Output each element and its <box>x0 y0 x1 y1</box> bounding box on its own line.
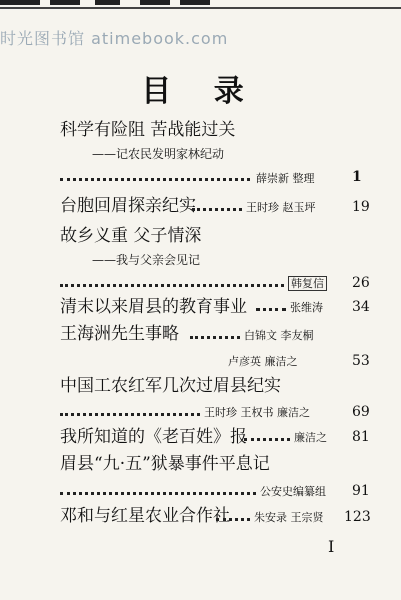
entry-page: 123 <box>344 509 371 525</box>
top-border-segment <box>0 0 40 5</box>
top-border-segment <box>95 0 120 5</box>
entry-title: 眉县“九·五”狱暴事件平息记 <box>60 454 270 474</box>
entry-authors: 张维涛 <box>290 301 323 314</box>
entry-authors: 韩复信 <box>288 276 327 291</box>
entry-page: 81 <box>352 429 370 445</box>
entry-authors-line1: 白锦文 李友桐 <box>244 329 314 342</box>
top-border-segment <box>50 0 80 5</box>
leader-dots <box>244 438 290 441</box>
entry-page: 53 <box>352 353 370 369</box>
entry-authors-box <box>288 278 327 289</box>
entry-title: 故乡义重 父子情深 <box>60 226 202 246</box>
entry-title: 台胞回眉探亲纪实 <box>60 196 196 216</box>
entry-title: 我所知道的《老百姓》报 <box>60 427 247 447</box>
entry-page: 1 <box>352 169 362 185</box>
entry-page: 91 <box>352 483 370 499</box>
leader-dots <box>190 336 240 339</box>
entry-subtitle: ——记农民发明家林纪动 <box>92 147 225 161</box>
leader-dots <box>60 178 250 181</box>
entry-title: 王海洲先生事略 <box>60 324 179 344</box>
leader-dots <box>60 413 200 416</box>
leader-dots <box>256 308 286 311</box>
entry-title: 邓和与红星农业合作社 <box>60 506 230 526</box>
entry-authors: 王时珍 赵玉坪 <box>246 201 316 214</box>
entry-page: 34 <box>352 299 370 315</box>
watermark: 时光图书馆 atimebook.com <box>0 29 229 48</box>
entry-title: 清末以来眉县的教育事业 <box>60 297 247 317</box>
entry-subtitle: ——我与父亲会见记 <box>92 253 201 267</box>
leader-dots <box>60 492 256 495</box>
entry-page: 26 <box>352 275 370 291</box>
entry-title: 中国工农红军几次过眉县纪实 <box>60 376 281 396</box>
entry-authors: 公安史编纂组 <box>260 485 326 498</box>
entry-authors: 朱安录 王宗贤 <box>254 511 324 524</box>
entry-page: 69 <box>352 404 370 420</box>
entry-page: 19 <box>352 199 370 215</box>
leader-dots <box>60 284 284 287</box>
entry-authors: 王时珍 王权书 廉洁之 <box>204 406 310 419</box>
top-border-segment <box>180 0 210 5</box>
entry-authors-line2: 卢彦英 廉洁之 <box>228 355 298 368</box>
page-number: I <box>328 537 335 556</box>
page-title: 目 录 <box>141 74 260 109</box>
leader-dots <box>216 518 250 521</box>
leader-dots <box>192 208 242 211</box>
entry-title: 科学有险阻 苦战能过关 <box>60 120 236 140</box>
top-border-segment <box>140 0 170 5</box>
entry-authors: 廉洁之 <box>294 431 327 444</box>
top-border <box>0 0 401 9</box>
entry-authors: 薛崇新 整理 <box>256 172 315 185</box>
